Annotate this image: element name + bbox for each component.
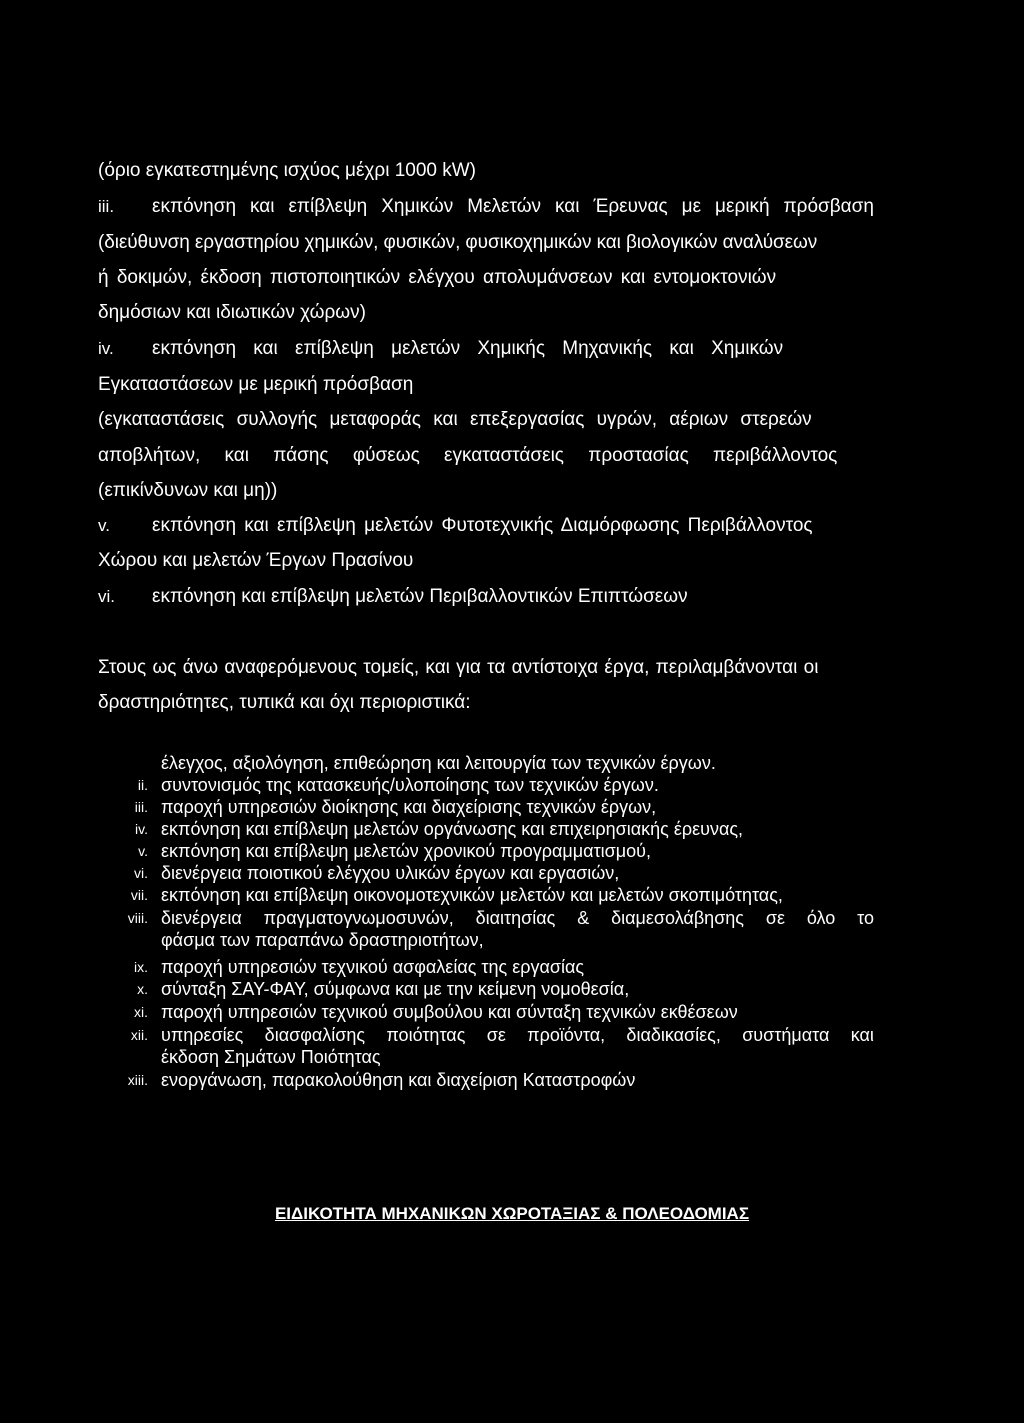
section-iv-line-2: Εγκαταστάσεων με μερική πρόσβαση — [98, 374, 414, 395]
list-item-number: iii. — [134, 799, 148, 815]
list-item-number: ix. — [134, 959, 148, 975]
section-vi-line-1: εκπόνηση και επίβλεψη μελετών Περιβαλλοντικών Επιπτώσεων — [152, 586, 688, 607]
section-heading: ΕΙΔΙΚΟΤΗΤΑ ΜΗΧΑΝΙΚΩΝ ΧΩΡΟΤΑΞΙΑΣ & ΠΟΛΕΟΔΟΜΙΑΣ — [274, 1204, 750, 1223]
intro-line-2: δραστηριότητες, τυπικά και όχι περιοριστικά: — [98, 692, 471, 713]
list-item-number: xii. — [130, 1027, 148, 1043]
list-item: διενέργεια ποιοτικού ελέγχου υλικών έργων και εργασιών, — [161, 863, 620, 883]
list-item-number: xi. — [134, 1004, 148, 1020]
section-iv-number: iv. — [98, 339, 114, 358]
section-iv-line-3: (εγκαταστάσεις συλλογής μεταφοράς και επεξεργασίας υγρών, αέριων στερεών — [98, 409, 812, 430]
section-iii-number: iii. — [98, 197, 115, 216]
section-vi-number: vi. — [98, 587, 115, 606]
list-item: παροχή υπηρεσιών τεχνικού συμβούλου και σύνταξη τεχνικών εκθέσεων — [161, 1002, 738, 1022]
list-item: παροχή υπηρεσιών διοίκησης και διαχείρισης τεχνικών έργων, — [161, 797, 657, 817]
section-iv-line-5: (επικίνδυνων και μη)) — [98, 480, 278, 501]
section-v-line-1: εκπόνηση και επίβλεψη μελετών Φυτοτεχνικής Διαμόρφωσης Περιβάλλοντος — [152, 515, 813, 536]
section-v-number: v. — [98, 516, 110, 535]
list-item: διενέργεια πραγματογνωμοσυνών, διαιτησίας & διαμεσολάβησης σε όλο το — [161, 908, 874, 928]
section-iv-line-1: εκπόνηση και επίβλεψη μελετών Χημικής Μηχανικής και Χημικών — [152, 338, 784, 359]
list-item-number: vi. — [134, 865, 148, 881]
list-item: σύνταξη ΣΑΥ-ΦΑΥ, σύμφωνα και με την κείμενη νομοθεσία, — [161, 979, 630, 999]
list-item-number: vii. — [130, 887, 148, 903]
list-item: υπηρεσίες διασφαλίσης ποιότητας σε προϊόντα, διαδικασίες, συστήματα και — [161, 1025, 874, 1045]
list-item: εκπόνηση και επίβλεψη μελετών οργάνωσης και επιχειρησιακής έρευνας, — [161, 819, 744, 839]
list-item-number: v. — [138, 843, 148, 859]
section-iii-line-3: ή δοκιμών, έκδοση πιστοποιητικών ελέγχου απολυμάνσεων και εντομοκτονιών — [98, 267, 777, 288]
list-item: συντονισμός της κατασκευής/υλοποίησης των τεχνικών έργων. — [161, 775, 659, 795]
section-iii-line-4: δημόσιων και ιδιωτικών χώρων) — [98, 302, 366, 323]
list-item: παροχή υπηρεσιών τεχνικού ασφαλείας της εργασίας — [161, 957, 585, 977]
power-limit-note: (όριο εγκατεστημένης ισχύος μέχρι 1000 kW) — [98, 160, 477, 181]
list-item: εκπόνηση και επίβλεψη μελετών χρονικού προγραμματισμού, — [161, 841, 652, 861]
list-item-number: iv. — [135, 821, 148, 837]
section-v-line-2: Χώρου και μελετών Έργων Πρασίνου — [98, 550, 414, 571]
intro-line-1: Στους ως άνω αναφερόμενους τομείς, και για τα αντίστοιχα έργα, περιλαμβάνονται οι — [98, 657, 819, 678]
list-item-number: xiii. — [127, 1072, 148, 1088]
list-item-number: ii. — [137, 777, 148, 793]
section-iv-line-4: αποβλήτων, και πάσης φύσεως εγκαταστάσεις προστασίας περιβάλλοντος — [98, 445, 838, 466]
list-item-continuation: φάσμα των παραπάνω δραστηριοτήτων, — [161, 930, 484, 950]
list-item-number: x. — [137, 981, 148, 997]
list-item-continuation: έκδοση Σημάτων Ποιότητας — [161, 1047, 381, 1067]
section-iii-line-1: εκπόνηση και επίβλεψη Χημικών Μελετών και Έρευνας με μερική πρόσβαση — [152, 196, 874, 217]
list-item: εκπόνηση και επίβλεψη οικονομοτεχνικών μελετών και μελετών σκοπιμότητας, — [161, 885, 783, 905]
list-item: ενοργάνωση, παρακολούθηση και διαχείριση Καταστροφών — [161, 1070, 636, 1090]
section-iii-line-2: (διεύθυνση εργαστηρίου χημικών, φυσικών, φυσικοχημικών και βιολογικών αναλύσεων — [98, 232, 818, 253]
list-item-number: viii. — [127, 910, 148, 926]
list-item: έλεγχος, αξιολόγηση, επιθεώρηση και λειτουργία των τεχνικών έργων. — [161, 753, 716, 773]
